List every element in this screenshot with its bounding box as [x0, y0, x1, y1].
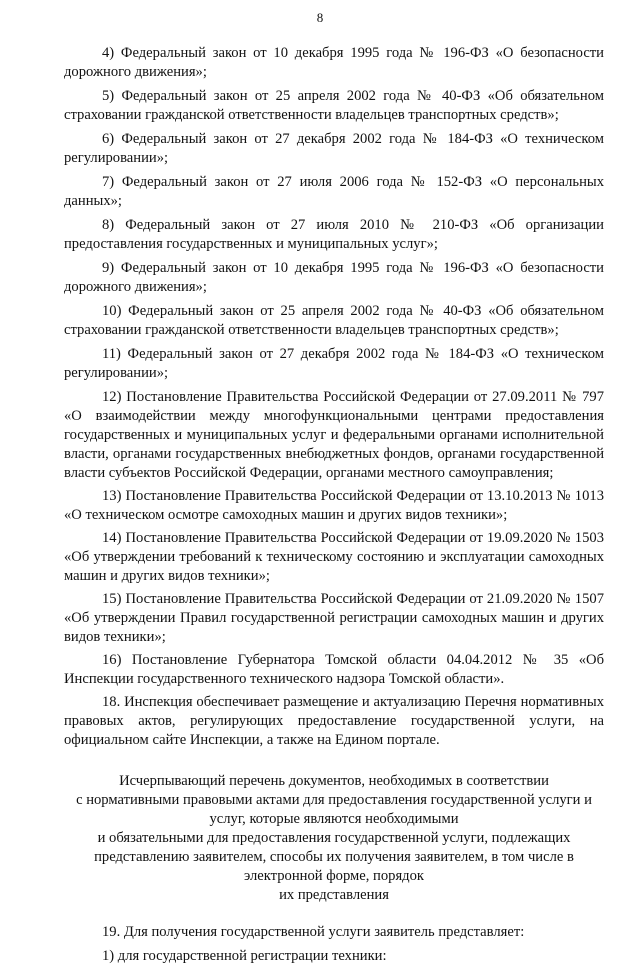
requirements-item: 1) для государственной регистрации техники:: [102, 948, 387, 964]
legal-act-item: 7) Федеральный закон от 27 июля 2006 года № 152-ФЗ «О персональных данных»;: [64, 174, 604, 209]
heading-line: услуг, которые являются необходимыми: [209, 811, 459, 827]
legal-act-item: 6) Федеральный закон от 27 декабря 2002 года № 184-ФЗ «О техническом регулировании»;: [64, 131, 604, 166]
heading-line: представлению заявителем, способы их получения заявителем, в том числе в: [94, 849, 574, 865]
heading-line: с нормативными правовыми актами для предоставления государственной услуги и: [76, 792, 592, 808]
section-heading: [64, 772, 604, 905]
legal-act-item: 16) Постановление Губернатора Томской области 04.04.2012 № 35 «Об Инспекции государственного технического надзора Томской области».: [64, 652, 604, 687]
legal-act-item: 5) Федеральный закон от 25 апреля 2002 года № 40-ФЗ «Об обязательном страховании гражданской ответственности владельцев транспортных средств»;: [64, 88, 604, 123]
heading-line: и обязательными для предоставления государственной услуги, подлежащих: [97, 830, 571, 846]
legal-act-item: 10) Федеральный закон от 25 апреля 2002 года № 40-ФЗ «Об обязательном страховании гражданской ответственности владельцев транспортных средств»;: [64, 303, 604, 338]
legal-act-item: 15) Постановление Правительства Российской Федерации от 21.09.2020 № 1507 «Об утверждении Правил государственной регистрации самоходных машин и других видов техники»;: [64, 591, 604, 645]
legal-act-item: 13) Постановление Правительства Российской Федерации от 13.10.2013 № 1013 «О техническом осмотре самоходных машин и других видов техники»;: [64, 488, 604, 523]
legal-act-item: 9) Федеральный закон от 10 декабря 1995 года № 196-ФЗ «О безопасности дорожного движения»;: [64, 260, 604, 295]
heading-line: их представления: [279, 887, 389, 903]
legal-act-item: 14) Постановление Правительства Российской Федерации от 19.09.2020 № 1503 «Об утверждении требований к техническому состоянию и эксплуатации самоходных машин и других видов техники»;: [64, 530, 604, 584]
page-number: 8: [316, 10, 324, 25]
legal-act-item: 4) Федеральный закон от 10 декабря 1995 года № 196-ФЗ «О безопасности дорожного движения»;: [64, 45, 604, 80]
legal-act-item: 12) Постановление Правительства Российской Федерации от 27.09.2011 № 797 «О взаимодействии между многофункциональными центрами предоставления государственных и муниципальных услуг и федеральными органами исполнительной власти, органами государственных внебюджетных фондов, органами государственной власти субъектов Российской Федерации, органами местного самоуправления;: [64, 389, 604, 481]
legal-act-item: 11) Федеральный закон от 27 декабря 2002 года № 184-ФЗ «О техническом регулировании»;: [64, 346, 604, 381]
heading-line: Исчерпывающий перечень документов, необходимых в соответствии: [119, 773, 549, 789]
requirements-intro: 19. Для получения государственной услуги заявитель представляет:: [102, 924, 525, 940]
legal-act-item: 8) Федеральный закон от 27 июля 2010 № 210-ФЗ «Об организации предоставления государственных и муниципальных услуг»;: [64, 217, 604, 252]
heading-line: электронной форме, порядок: [244, 868, 424, 884]
publication-paragraph: 18. Инспекция обеспечивает размещение и актуализацию Перечня нормативных правовых актов, регулирующих предоставление государственной услуги, на официальном сайте Инспекции, а также на Едином портале.: [64, 694, 604, 748]
document-body: [64, 44, 604, 971]
